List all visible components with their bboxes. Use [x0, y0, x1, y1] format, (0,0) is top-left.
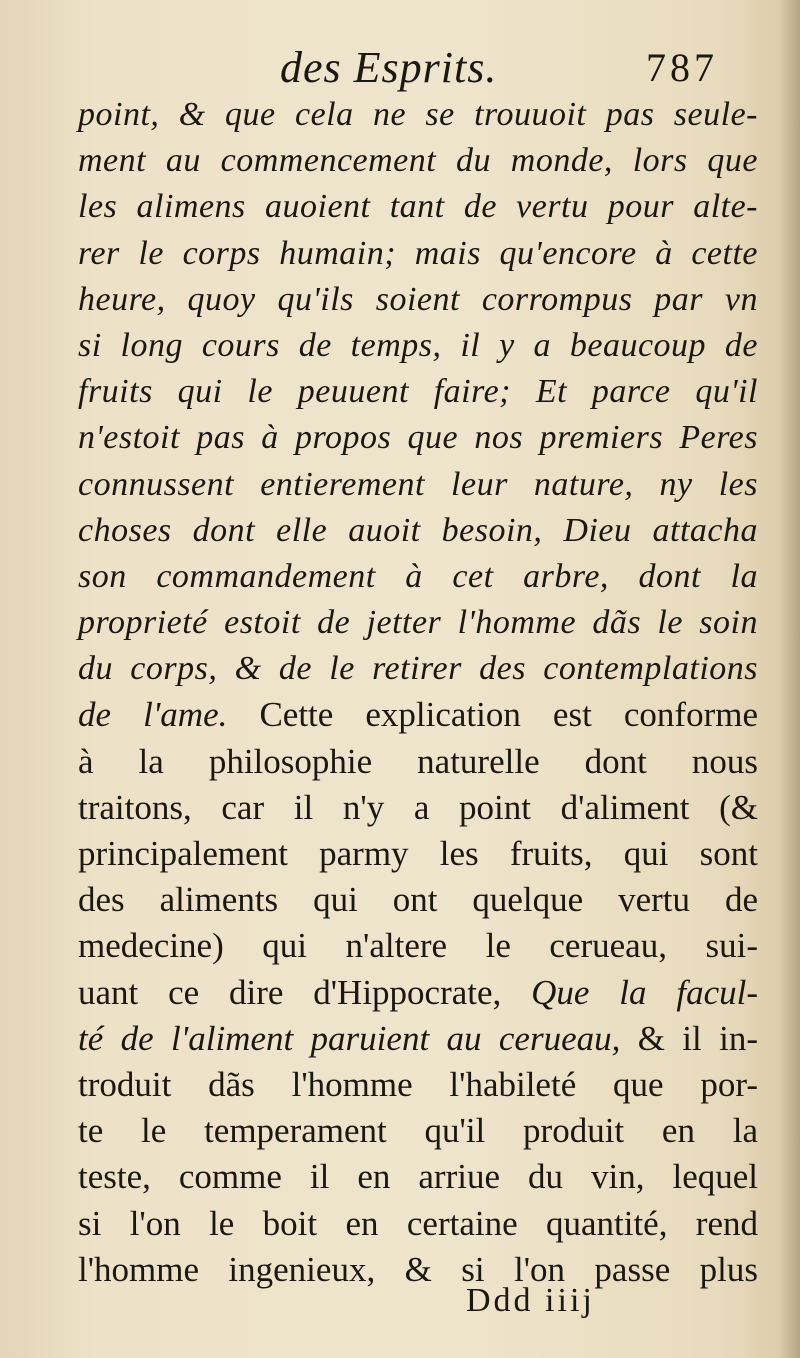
text-run: de l'ame. [78, 695, 260, 735]
page-header [0, 40, 800, 100]
text-line: point, & que cela ne se trouuoit pas seule- [78, 96, 758, 133]
text-run: uant ce dire d'Hippocrate, [78, 972, 532, 1012]
text-line: son commandement à cet arbre, dont la [78, 557, 758, 595]
text-run: Que la facul- [531, 972, 758, 1012]
text-line: choses dont elle auoit besoin, Dieu attacha [78, 511, 758, 549]
text-line: medecine) qui n'altere le cerueau, sui- [78, 926, 758, 966]
text-line: traitons, car il n'y a point d'aliment (& [78, 787, 758, 827]
text-line: proprieté estoit de jetter l'homme dãs le soin [78, 604, 758, 642]
text-line: principalement parmy les fruits, qui sont [78, 834, 758, 873]
running-title: des Esprits. [280, 43, 498, 92]
text-line [78, 692, 758, 738]
text-line: des aliments qui ont quelque vertu de [78, 880, 758, 920]
signature-mark: Ddd iiij [466, 1282, 595, 1319]
text-line: l'homme ingenieux, & si l'on passe plus [78, 1249, 758, 1289]
text-line: si l'on le boit en certaine quantité, rend [78, 1203, 758, 1243]
text-line: n'estoit pas à propos que nos premiers Peres [78, 419, 758, 457]
text-line: te le temperament qu'il produit en la [78, 1111, 758, 1151]
text-line: connussent entierement leur nature, ny les [78, 465, 758, 503]
text-run: té de l'aliment paruient au cerueau, [78, 1018, 621, 1058]
text-line: fruits qui le peuuent faire; Et parce qu'il [78, 373, 758, 411]
text-line: du corps, & de le retirer des contemplations [78, 650, 758, 688]
text-line: si long cours de temps, il y a beaucoup de [78, 326, 758, 364]
body-text [78, 92, 758, 1293]
text-line [78, 1016, 758, 1062]
text-line: teste, comme il en arriue du vin, lequel [78, 1157, 758, 1197]
text-line: les alimens auoient tant de vertu pour alte- [78, 188, 758, 226]
text-line: heure, quoy qu'ils soient corrompus par vn [78, 280, 758, 318]
page-footer [0, 1282, 800, 1332]
text-line [78, 970, 758, 1016]
text-run: Cette explication est conforme [259, 695, 758, 735]
text-line: troduit dãs l'homme l'habileté que por- [78, 1064, 758, 1104]
text-line: ment au commencement du monde, lors que [78, 142, 758, 180]
page-number: 787 [646, 45, 718, 90]
text-line: rer le corps humain; mais qu'encore à cette [78, 234, 758, 272]
text-run: & il in- [620, 1018, 758, 1058]
text-line: à la philosophie naturelle dont nous [78, 741, 758, 781]
